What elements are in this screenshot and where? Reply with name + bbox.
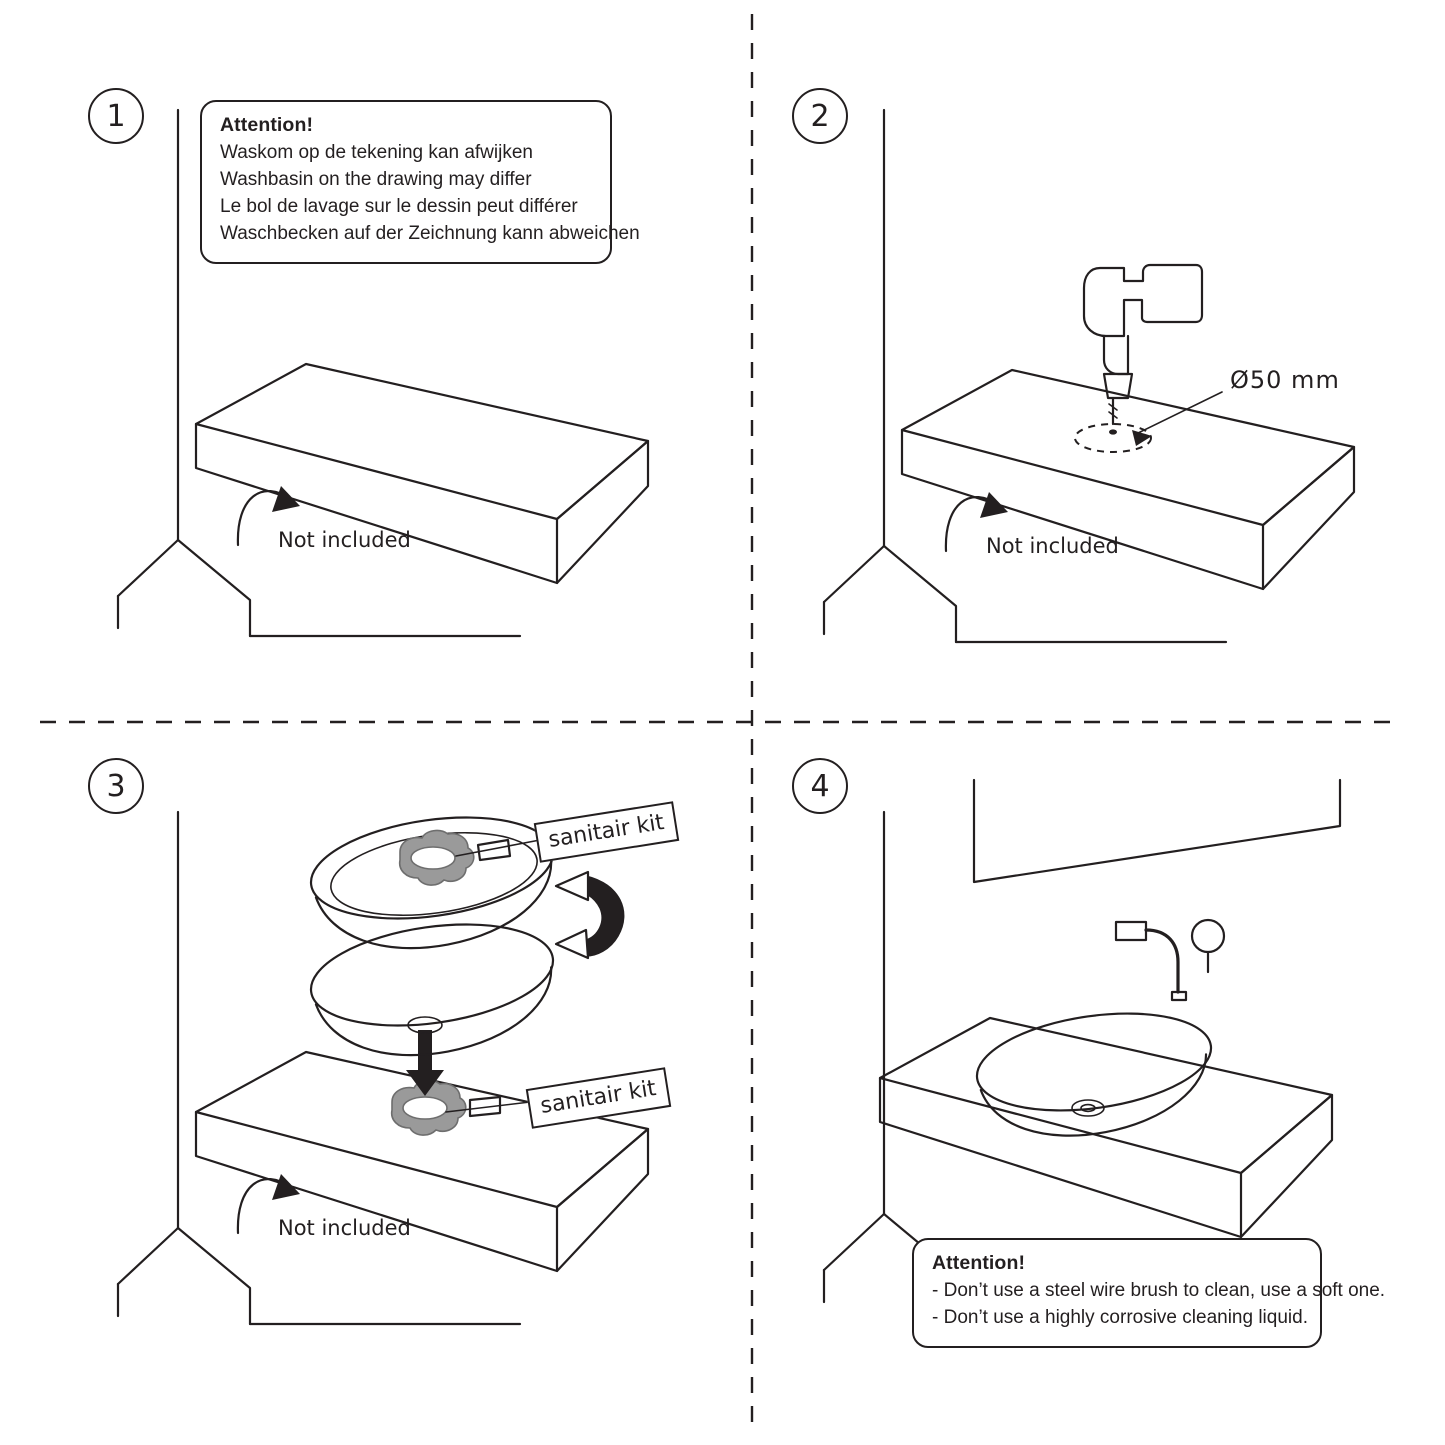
- sanitair-kit-tag-upper: sanitair kit: [534, 801, 679, 863]
- callout-line: - Don’t use a steel wire brush to clean, use a soft one.: [932, 1280, 1386, 1301]
- panel-number-1: 1: [88, 88, 144, 144]
- not-included-label-panel-1: Not included: [278, 528, 411, 552]
- countertop-side-face: [1241, 1095, 1332, 1237]
- panel-number-2: 2: [792, 88, 848, 144]
- rotate-arrow-icon: [556, 872, 624, 958]
- callout-line: Washbasin on the drawing may differ: [220, 168, 532, 190]
- kit-tool-handle-upper: [478, 840, 510, 860]
- drill-icon-neck: [1104, 336, 1128, 374]
- washbasin-bowl-icon: [305, 910, 561, 1069]
- countertop-side-face: [1263, 447, 1354, 589]
- wall-corner-left: [118, 1228, 178, 1284]
- wall-corner-left: [824, 1214, 884, 1270]
- drain-gasket-icon-upper: [400, 831, 474, 886]
- callout-line: - Don’t use a highly corrosive cleaning liquid.: [932, 1306, 1308, 1328]
- hole-diameter-label: Ø50 mm: [1230, 366, 1340, 394]
- wall-corner-left: [824, 546, 884, 602]
- countertop-side-face: [557, 1129, 648, 1271]
- callout-title: Attention!: [220, 114, 314, 136]
- countertop-top-face: [196, 364, 648, 519]
- panel-3-artwork: [118, 803, 648, 1324]
- not-included-label-panel-2: Not included: [986, 534, 1119, 558]
- countertop-side-face: [557, 441, 648, 583]
- wall-valve-icon: [1192, 920, 1224, 972]
- wall-faucet-icon: [1116, 922, 1186, 1000]
- back-wall-panel: [974, 780, 1340, 882]
- drill-icon-body: [1084, 265, 1202, 336]
- not-included-label-panel-3: Not included: [278, 1216, 411, 1240]
- panel-number-4: 4: [792, 758, 848, 814]
- sanitair-kit-tag-lower: sanitair kit: [526, 1067, 671, 1129]
- wall-corner-right: [884, 546, 956, 642]
- callout-title: Attention!: [932, 1252, 1026, 1274]
- countertop-front-face: [902, 430, 1263, 589]
- attention-callout-panel-4: [912, 1238, 1386, 1348]
- countertop-front-face: [196, 1112, 557, 1271]
- countertop-top-face: [880, 1018, 1332, 1173]
- wall-corner-left: [118, 540, 178, 596]
- panel-number-3: 3: [88, 758, 144, 814]
- not-included-arrow-head: [980, 492, 1008, 518]
- callout-line: Le bol de lavage sur le dessin peut différer: [220, 195, 578, 217]
- hole-label-leader: [1136, 392, 1222, 434]
- countertop-front-face: [880, 1078, 1241, 1237]
- attention-callout-panel-1: [200, 100, 640, 264]
- panel-4-artwork: [824, 780, 1386, 1310]
- wall-corner-right: [178, 1228, 250, 1324]
- wall-corner-right: [178, 540, 250, 636]
- callout-line: Waskom op de tekening kan afwijken: [220, 142, 533, 163]
- countertop-front-face: [196, 424, 557, 583]
- hole-center-dot: [1109, 429, 1117, 434]
- callout-line: Waschbecken auf der Zeichnung kann abweichen: [220, 222, 640, 244]
